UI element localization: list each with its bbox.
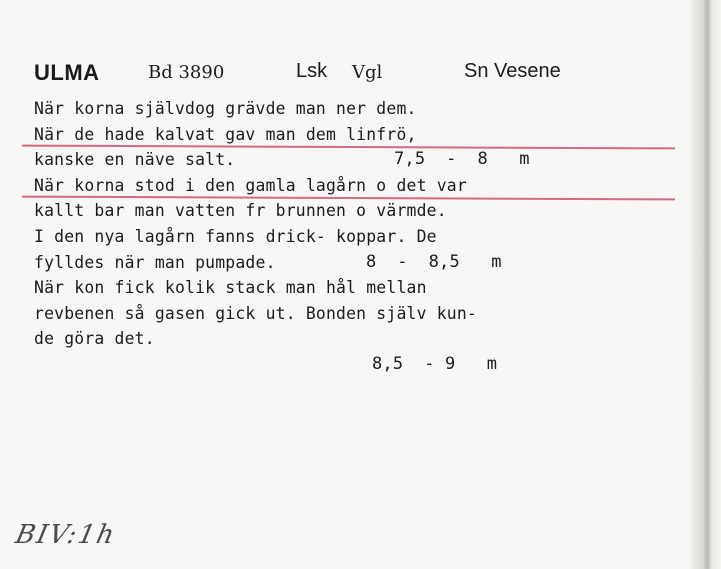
measurement: 7,5 - 8 m (394, 149, 530, 170)
handwritten-signature: BIV:1h (12, 520, 119, 550)
text-line: När korna stod i den gamla lagårn o det var (34, 173, 661, 199)
text-line: de göra det. (34, 329, 155, 349)
text-line: I den nya lagårn fanns drick- koppar. De (34, 226, 437, 246)
header-vgl: Vgl (352, 62, 383, 83)
measurement: 8 - 8,5 m (366, 251, 502, 272)
header-parish: Sn Vesene (464, 60, 561, 82)
text-line: När korna självdog grävde man ner dem. (34, 99, 417, 118)
text-line (34, 250, 661, 276)
text-line (34, 352, 661, 378)
text-line: revbenen så gasen gick ut. Bonden själv kun- (34, 303, 477, 323)
header-name: ULMA (34, 60, 100, 85)
card-header (34, 60, 681, 92)
text-line: När kon fick kolik stack man hål mellan (34, 278, 427, 298)
measurement: 8,5 - 9 m (372, 353, 498, 374)
header-code: Bd 3890 (148, 62, 225, 83)
text-line-content: fylldes när man pumpade. (34, 252, 276, 272)
header-lsk: Lsk (296, 60, 328, 82)
text-line (34, 147, 661, 173)
text-line: När de hade kalvat gav man dem linfrö, (34, 122, 661, 148)
card-edge-shadow (691, 0, 721, 569)
text-line-content: kanske en näve salt. (34, 150, 236, 170)
card-text (34, 96, 661, 378)
text-line: kallt bar man vatten fr brunnen o värmde. (34, 201, 447, 221)
